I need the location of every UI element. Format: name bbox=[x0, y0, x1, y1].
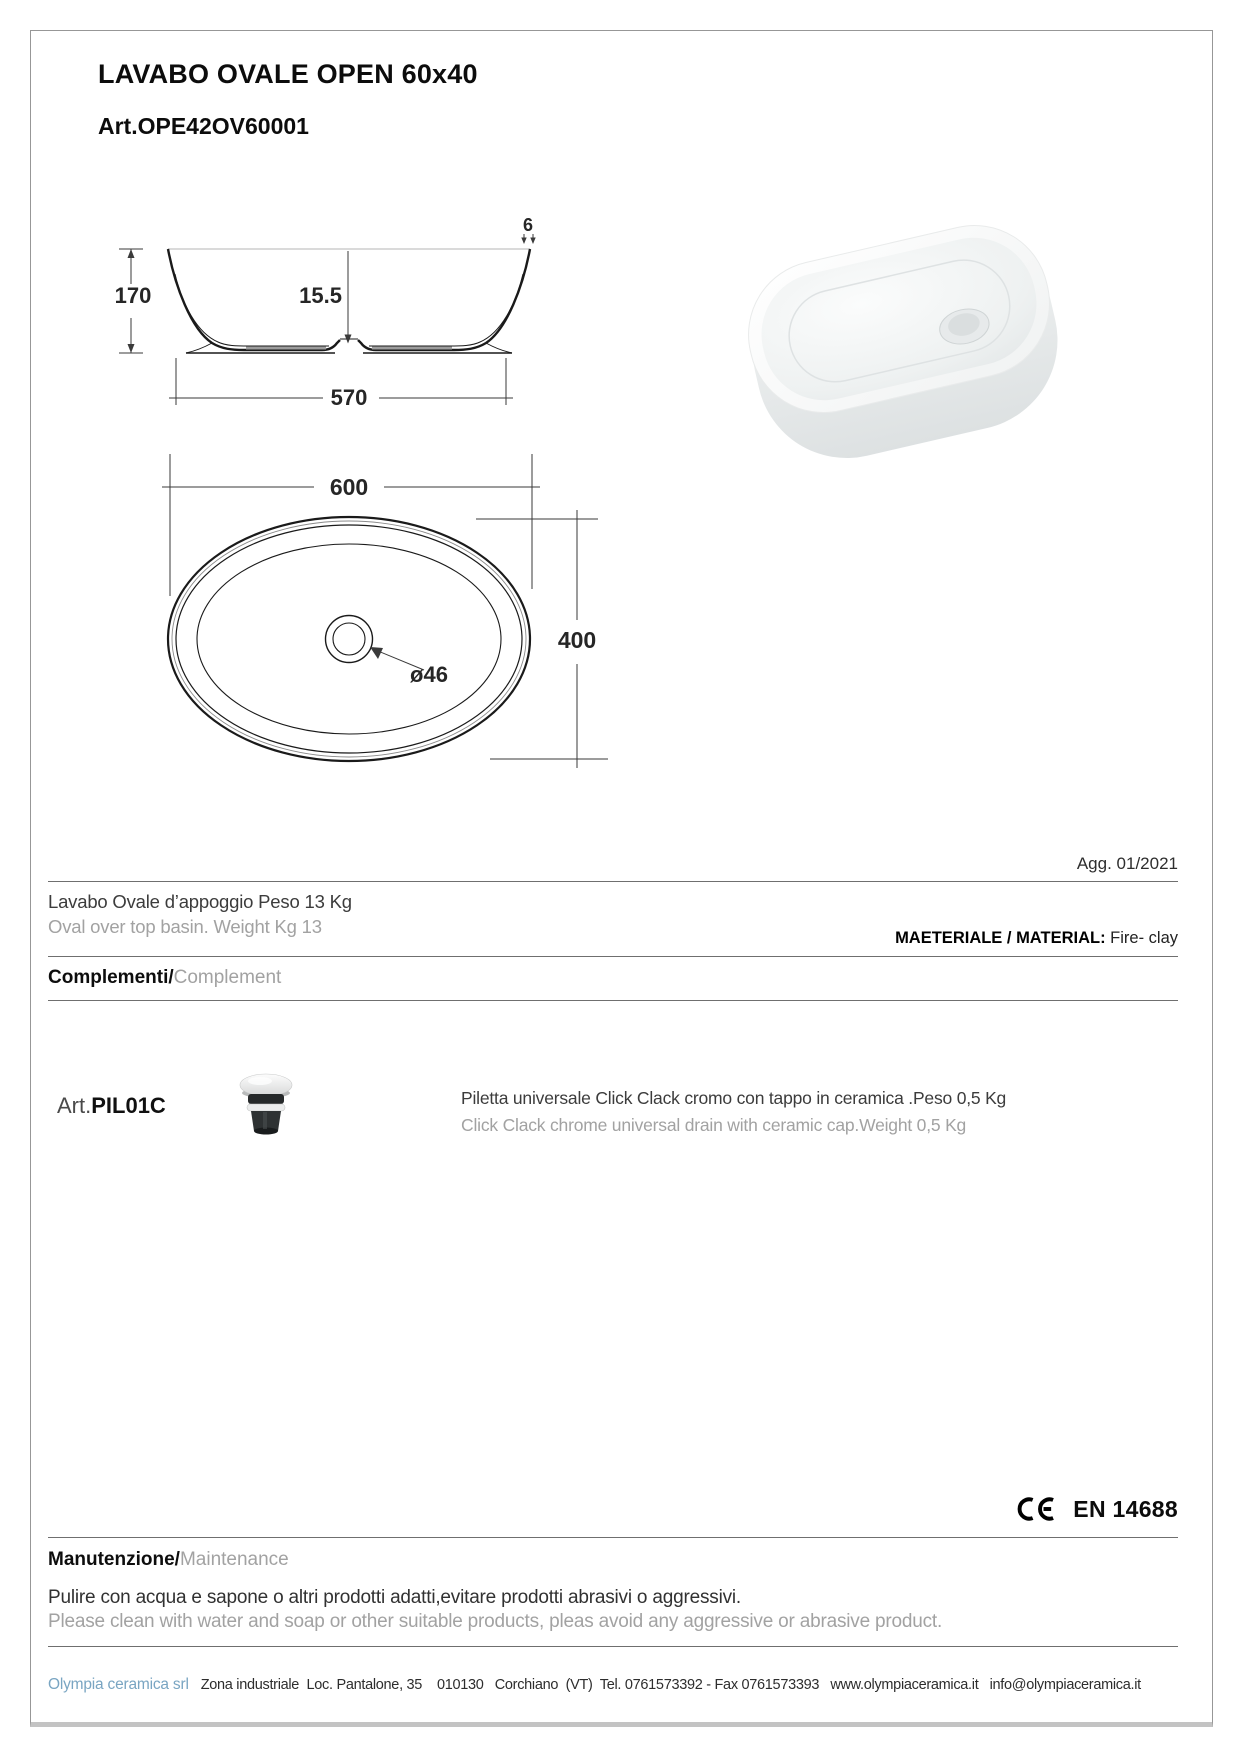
divider bbox=[48, 1646, 1178, 1647]
art-code: PIL01C bbox=[91, 1093, 166, 1118]
divider bbox=[48, 956, 1178, 957]
article-code: Art.OPE42OV60001 bbox=[98, 113, 309, 139]
side-view-drawing bbox=[91, 186, 551, 421]
dim-height: 170 bbox=[114, 283, 152, 308]
basin-photo bbox=[721, 191, 1081, 466]
page-title: LAVABO OVALE OPEN 60x40 bbox=[98, 59, 478, 89]
product-description-en: Oval over top basin. Weight Kg 13 bbox=[48, 916, 322, 937]
certification-standard: EN 14688 bbox=[1073, 1495, 1178, 1522]
complement-art-code bbox=[57, 1093, 166, 1119]
revision-date: Agg. 01/2021 bbox=[1076, 854, 1178, 873]
art-prefix: Art. bbox=[57, 1093, 92, 1118]
product-description-it: Lavabo Ovale d’appoggio Peso 13 Kg bbox=[48, 891, 352, 912]
dim-drain-diameter: ø46 bbox=[410, 662, 448, 687]
footer-address: Zona industriale Loc. Pantalone, 35 010130 Corchiano (VT) Tel. 0761573392 - Fax 0761573393 www.olympiaceramica.it info@olympiaceramica.it bbox=[200, 1677, 1141, 1693]
drain-photo bbox=[226, 1071, 306, 1151]
dim-rim: 6 bbox=[522, 215, 534, 235]
maintenance-heading bbox=[48, 1549, 289, 1571]
top-view-drawing bbox=[136, 424, 636, 789]
divider bbox=[48, 1000, 1178, 1001]
maintenance-heading-it: Manutenzione/ bbox=[48, 1549, 180, 1570]
material-line bbox=[895, 929, 1178, 948]
dim-base-width: 570 bbox=[330, 385, 368, 410]
complement-description-it: Piletta universale Click Clack cromo con tappo in ceramica .Peso 0,5 Kg bbox=[461, 1088, 1007, 1108]
divider bbox=[48, 881, 1178, 882]
footer bbox=[48, 1676, 1141, 1694]
maintenance-instruction-en: Please clean with water and soap or other suitable products, pleas avoid any aggressive or abrasive product. bbox=[48, 1611, 943, 1632]
complements-heading bbox=[48, 967, 281, 989]
datasheet-page bbox=[30, 30, 1213, 1727]
material-value: Fire- clay bbox=[1105, 929, 1178, 947]
complements-heading-en: Complement bbox=[173, 967, 282, 988]
complement-description-en: Click Clack chrome universal drain with ceramic cap.Weight 0,5 Kg bbox=[461, 1115, 967, 1135]
certification-row bbox=[1015, 1494, 1178, 1524]
dim-width: 400 bbox=[557, 627, 597, 653]
dim-length: 600 bbox=[329, 474, 369, 500]
complements-heading-it: Complementi/ bbox=[48, 967, 174, 988]
material-label: MAETERIALE / MATERIAL: bbox=[895, 929, 1106, 947]
divider bbox=[48, 1537, 1178, 1538]
ce-mark-icon bbox=[1015, 1494, 1059, 1524]
footer-company: Olympia ceramica srl bbox=[48, 1676, 189, 1693]
maintenance-instruction-it: Pulire con acqua e sapone o altri prodotti adatti,evitare prodotti abrasivi o aggressivi. bbox=[48, 1587, 741, 1608]
maintenance-heading-en: Maintenance bbox=[179, 1549, 289, 1570]
dim-depth: 15.5 bbox=[299, 283, 342, 308]
